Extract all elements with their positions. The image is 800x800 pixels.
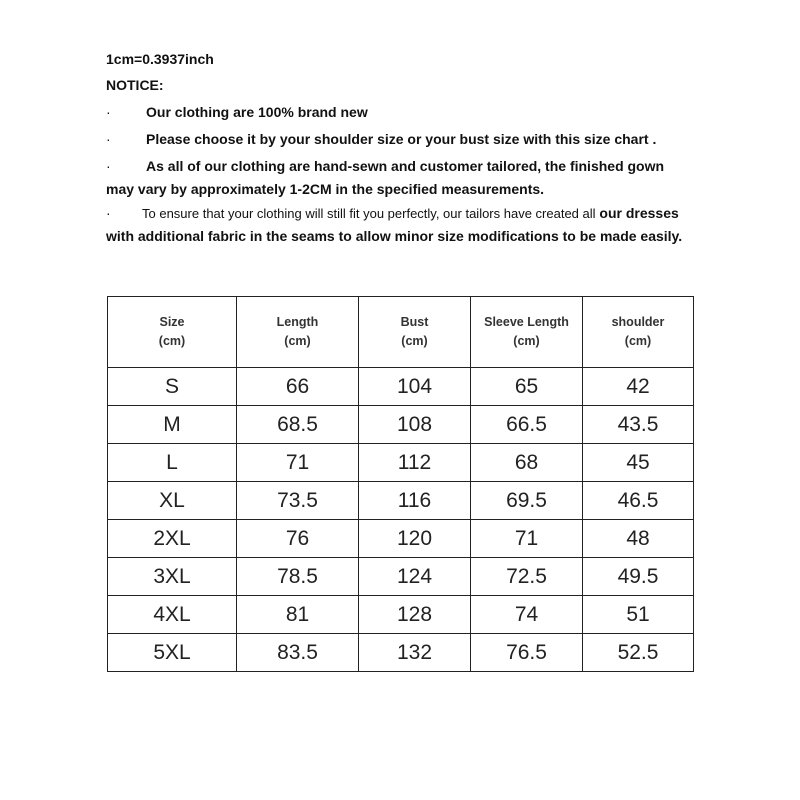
header-shoulder: shoulder (cm): [583, 297, 694, 368]
cell-size: 2XL: [108, 520, 237, 558]
cell-length: 73.5: [237, 482, 359, 520]
cell-bust: 116: [359, 482, 471, 520]
cell-shoulder: 51: [583, 596, 694, 634]
bullet-icon: ·: [106, 131, 111, 147]
notice-item: [106, 128, 686, 151]
table-row: [108, 368, 694, 406]
cell-length: 76: [237, 520, 359, 558]
cell-shoulder: 46.5: [583, 482, 694, 520]
cell-sleeve-length: 76.5: [471, 634, 583, 672]
cell-size: XL: [108, 482, 237, 520]
notice-text: As all of our clothing are hand-sewn and customer tailored, the finished gown may vary by approximately 1-2CM in the specified measurements.: [106, 158, 665, 197]
header-sleeve-length: Sleeve Length (cm): [471, 297, 583, 368]
cell-shoulder: 48: [583, 520, 694, 558]
cell-shoulder: 43.5: [583, 406, 694, 444]
cell-size: L: [108, 444, 237, 482]
table-row: [108, 634, 694, 672]
cell-sleeve-length: 65: [471, 368, 583, 406]
cell-sleeve-length: 74: [471, 596, 583, 634]
cell-size: 3XL: [108, 558, 237, 596]
cell-length: 71: [237, 444, 359, 482]
bullet-icon: ·: [106, 104, 111, 120]
header-bust: Bust (cm): [359, 297, 471, 368]
table-row: [108, 596, 694, 634]
cell-shoulder: 45: [583, 444, 694, 482]
cell-shoulder: 49.5: [583, 558, 694, 596]
unit-conversion-note: 1cm=0.3937inch: [106, 51, 214, 67]
header-length: Length (cm): [237, 297, 359, 368]
cell-length: 81: [237, 596, 359, 634]
notice-text-rest: our dresses with additional fabric in the seams to allow minor size modifications to be made easily.: [106, 205, 683, 244]
notice-text-lead: To ensure that your clothing will still fit you perfectly, our tailors have created all: [142, 206, 596, 221]
table-row: [108, 558, 694, 596]
cell-bust: 120: [359, 520, 471, 558]
cell-length: 83.5: [237, 634, 359, 672]
cell-sleeve-length: 69.5: [471, 482, 583, 520]
bullet-icon: ·: [106, 158, 111, 174]
cell-sleeve-length: 72.5: [471, 558, 583, 596]
table-row: [108, 482, 694, 520]
bullet-icon: ·: [106, 205, 111, 221]
cell-bust: 128: [359, 596, 471, 634]
cell-bust: 104: [359, 368, 471, 406]
size-chart-table: [107, 296, 694, 672]
notice-item: [106, 101, 686, 124]
cell-bust: 112: [359, 444, 471, 482]
table-row: [108, 444, 694, 482]
notice-item: [106, 202, 686, 248]
cell-sleeve-length: 71: [471, 520, 583, 558]
notice-text: Please choose it by your shoulder size or your bust size with this size chart .: [146, 131, 657, 147]
cell-sleeve-length: 68: [471, 444, 583, 482]
notice-heading: NOTICE:: [106, 77, 164, 93]
cell-size: 4XL: [108, 596, 237, 634]
cell-size: 5XL: [108, 634, 237, 672]
cell-length: 66: [237, 368, 359, 406]
header-size: Size (cm): [108, 297, 237, 368]
notice-item: [106, 155, 686, 201]
table-header-row: [108, 297, 694, 368]
cell-size: S: [108, 368, 237, 406]
cell-length: 68.5: [237, 406, 359, 444]
cell-bust: 124: [359, 558, 471, 596]
cell-shoulder: 42: [583, 368, 694, 406]
table-row: [108, 406, 694, 444]
cell-bust: 108: [359, 406, 471, 444]
cell-bust: 132: [359, 634, 471, 672]
notice-text: Our clothing are 100% brand new: [146, 104, 368, 120]
cell-length: 78.5: [237, 558, 359, 596]
cell-shoulder: 52.5: [583, 634, 694, 672]
table-row: [108, 520, 694, 558]
cell-size: M: [108, 406, 237, 444]
cell-sleeve-length: 66.5: [471, 406, 583, 444]
